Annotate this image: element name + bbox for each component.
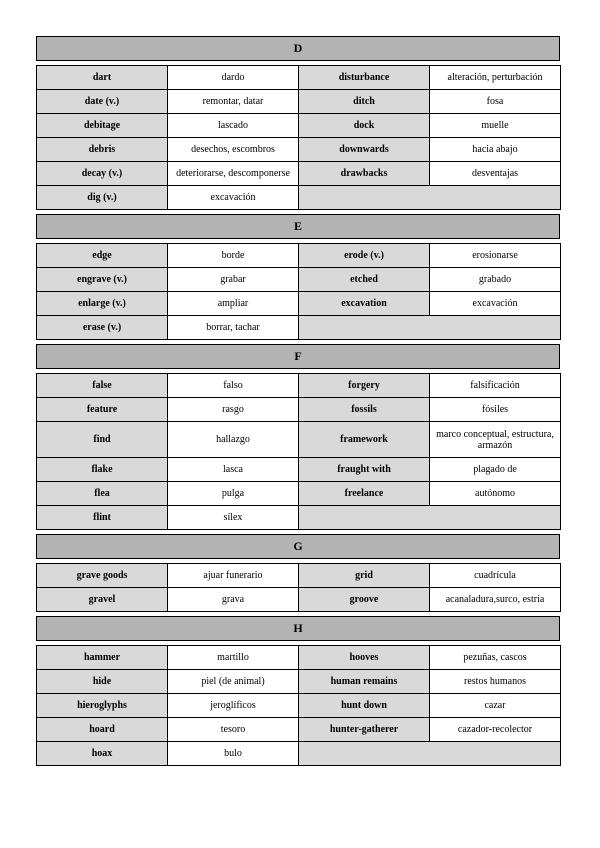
english-term: grave goods bbox=[37, 564, 168, 588]
spanish-translation: cazador-recolector bbox=[430, 718, 561, 742]
spanish-translation: fosa bbox=[430, 90, 561, 114]
english-term: flea bbox=[37, 482, 168, 506]
english-term: decay (v.) bbox=[37, 162, 168, 186]
spanish-translation: acanaladura,surco, estría bbox=[430, 588, 561, 612]
glossary-row bbox=[37, 90, 561, 114]
glossary-table bbox=[36, 645, 561, 766]
english-term: hunter-gatherer bbox=[299, 718, 430, 742]
glossary-row bbox=[37, 114, 561, 138]
glossary-row bbox=[37, 564, 561, 588]
spanish-translation: autónomo bbox=[430, 482, 561, 506]
glossary-row bbox=[37, 374, 561, 398]
spanish-translation: fósiles bbox=[430, 398, 561, 422]
spanish-translation: desventajas bbox=[430, 162, 561, 186]
spanish-translation: grava bbox=[168, 588, 299, 612]
section-letter-header: H bbox=[36, 616, 560, 641]
spanish-translation: piel (de animal) bbox=[168, 670, 299, 694]
spanish-translation: cuadrícula bbox=[430, 564, 561, 588]
section-e bbox=[36, 214, 560, 340]
english-term: hoard bbox=[37, 718, 168, 742]
english-term: hammer bbox=[37, 646, 168, 670]
spanish-translation: borde bbox=[168, 244, 299, 268]
english-term: gravel bbox=[37, 588, 168, 612]
english-term: forgery bbox=[299, 374, 430, 398]
glossary-row bbox=[37, 588, 561, 612]
section-letter-header: G bbox=[36, 534, 560, 559]
english-term: erode (v.) bbox=[299, 244, 430, 268]
glossary-table bbox=[36, 563, 561, 612]
english-term: engrave (v.) bbox=[37, 268, 168, 292]
english-term: erase (v.) bbox=[37, 316, 168, 340]
spanish-translation: hallazgo bbox=[168, 422, 299, 458]
spanish-translation: tesoro bbox=[168, 718, 299, 742]
english-term: flint bbox=[37, 506, 168, 530]
spanish-translation: alteración, perturbación bbox=[430, 66, 561, 90]
english-term: fossils bbox=[299, 398, 430, 422]
glossary-row bbox=[37, 742, 561, 766]
english-term: debitage bbox=[37, 114, 168, 138]
english-term: excavation bbox=[299, 292, 430, 316]
spanish-translation: bulo bbox=[168, 742, 299, 766]
english-term: dig (v.) bbox=[37, 186, 168, 210]
glossary-row bbox=[37, 268, 561, 292]
glossary-row bbox=[37, 718, 561, 742]
section-letter-header: E bbox=[36, 214, 560, 239]
spanish-translation: ajuar funerario bbox=[168, 564, 299, 588]
english-term: debris bbox=[37, 138, 168, 162]
glossary-row bbox=[37, 138, 561, 162]
spanish-translation: hacia abajo bbox=[430, 138, 561, 162]
spanish-translation: marco conceptual, estructura, armazón bbox=[430, 422, 561, 458]
english-term: date (v.) bbox=[37, 90, 168, 114]
spanish-translation: restos humanos bbox=[430, 670, 561, 694]
english-term: etched bbox=[299, 268, 430, 292]
glossary-row bbox=[37, 292, 561, 316]
glossary-row bbox=[37, 162, 561, 186]
empty-cell bbox=[299, 316, 561, 340]
english-term: enlarge (v.) bbox=[37, 292, 168, 316]
empty-cell bbox=[299, 506, 561, 530]
spanish-translation: rasgo bbox=[168, 398, 299, 422]
english-term: find bbox=[37, 422, 168, 458]
spanish-translation: ampliar bbox=[168, 292, 299, 316]
glossary-row bbox=[37, 506, 561, 530]
english-term: flake bbox=[37, 458, 168, 482]
english-term: dart bbox=[37, 66, 168, 90]
spanish-translation: falso bbox=[168, 374, 299, 398]
spanish-translation: pulga bbox=[168, 482, 299, 506]
glossary-row bbox=[37, 694, 561, 718]
glossary-row bbox=[37, 316, 561, 340]
glossary-row bbox=[37, 670, 561, 694]
spanish-translation: muelle bbox=[430, 114, 561, 138]
glossary-table bbox=[36, 65, 561, 210]
glossary-row bbox=[37, 458, 561, 482]
section-letter-header: D bbox=[36, 36, 560, 61]
spanish-translation: lascado bbox=[168, 114, 299, 138]
section-letter-header: F bbox=[36, 344, 560, 369]
english-term: freelance bbox=[299, 482, 430, 506]
english-term: edge bbox=[37, 244, 168, 268]
spanish-translation: excavación bbox=[168, 186, 299, 210]
english-term: human remains bbox=[299, 670, 430, 694]
spanish-translation: remontar, datar bbox=[168, 90, 299, 114]
empty-cell bbox=[299, 186, 561, 210]
spanish-translation: plagado de bbox=[430, 458, 561, 482]
glossary-table bbox=[36, 243, 561, 340]
section-f bbox=[36, 344, 560, 530]
glossary bbox=[36, 36, 560, 770]
spanish-translation: excavación bbox=[430, 292, 561, 316]
english-term: framework bbox=[299, 422, 430, 458]
english-term: disturbance bbox=[299, 66, 430, 90]
section-g bbox=[36, 534, 560, 612]
spanish-translation: pezuñas, cascos bbox=[430, 646, 561, 670]
english-term: drawbacks bbox=[299, 162, 430, 186]
glossary-row bbox=[37, 398, 561, 422]
glossary-row bbox=[37, 244, 561, 268]
english-term: groove bbox=[299, 588, 430, 612]
section-d bbox=[36, 36, 560, 210]
spanish-translation: cazar bbox=[430, 694, 561, 718]
english-term: hide bbox=[37, 670, 168, 694]
spanish-translation: grabar bbox=[168, 268, 299, 292]
spanish-translation: sílex bbox=[168, 506, 299, 530]
english-term: hunt down bbox=[299, 694, 430, 718]
english-term: hoax bbox=[37, 742, 168, 766]
spanish-translation: martillo bbox=[168, 646, 299, 670]
glossary-row bbox=[37, 186, 561, 210]
spanish-translation: jeroglíficos bbox=[168, 694, 299, 718]
spanish-translation: borrar, tachar bbox=[168, 316, 299, 340]
glossary-row bbox=[37, 422, 561, 458]
english-term: feature bbox=[37, 398, 168, 422]
english-term: grid bbox=[299, 564, 430, 588]
english-term: hooves bbox=[299, 646, 430, 670]
empty-cell bbox=[299, 742, 561, 766]
english-term: ditch bbox=[299, 90, 430, 114]
spanish-translation: desechos, escombros bbox=[168, 138, 299, 162]
glossary-row bbox=[37, 66, 561, 90]
english-term: hieroglyphs bbox=[37, 694, 168, 718]
glossary-table bbox=[36, 373, 561, 530]
section-h bbox=[36, 616, 560, 766]
glossary-row bbox=[37, 646, 561, 670]
english-term: false bbox=[37, 374, 168, 398]
english-term: dock bbox=[299, 114, 430, 138]
spanish-translation: grabado bbox=[430, 268, 561, 292]
spanish-translation: falsificación bbox=[430, 374, 561, 398]
english-term: fraught with bbox=[299, 458, 430, 482]
english-term: downwards bbox=[299, 138, 430, 162]
spanish-translation: deteriorarse, descomponerse bbox=[168, 162, 299, 186]
glossary-row bbox=[37, 482, 561, 506]
spanish-translation: dardo bbox=[168, 66, 299, 90]
spanish-translation: lasca bbox=[168, 458, 299, 482]
spanish-translation: erosionarse bbox=[430, 244, 561, 268]
